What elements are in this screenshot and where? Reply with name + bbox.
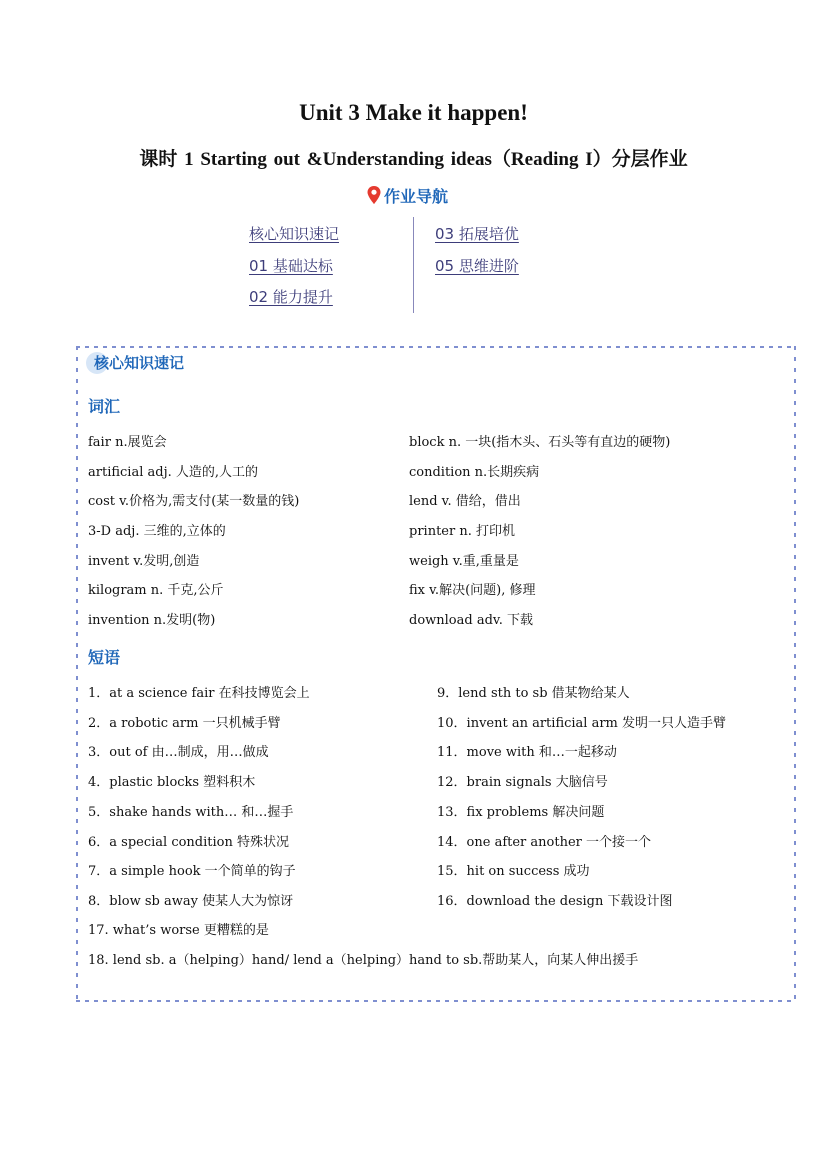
nav-heading-text: 作业导航	[384, 186, 449, 206]
nav-divider	[413, 217, 414, 313]
vocab-item: invent v.发明,创造	[88, 554, 200, 569]
vocab-item: invention n.发明(物)	[88, 613, 216, 628]
nav-link-core-knowledge[interactable]: 核心知识速记	[249, 225, 340, 243]
phrase-item: 3．out of 由…制成，用…做成	[88, 745, 269, 760]
vocab-item: fair n.展览会	[88, 435, 167, 450]
phrase-item: 9．lend sth to sb 借某物给某人	[437, 686, 630, 701]
phrase-item: 2．a robotic arm 一只机械手臂	[88, 716, 281, 731]
phrase-item: 16．download the design 下载设计图	[437, 894, 673, 909]
vocab-item: fix v.解决(问题), 修理	[409, 583, 536, 598]
nav-link-basic[interactable]: 01 基础达标	[249, 257, 333, 275]
nav-heading	[366, 183, 448, 207]
phrase-item: 6．a special condition 特殊状况	[88, 835, 289, 850]
vocab-item: printer n. 打印机	[409, 524, 515, 539]
vocab-item: weigh v.重,重量是	[409, 554, 519, 569]
phrase-heading: 短语	[88, 648, 121, 667]
phrase-item: 8．blow sb away 使某人大为惊讶	[88, 894, 294, 909]
phrase-item: 4．plastic blocks 塑料积木	[88, 775, 256, 790]
nav-link-ability[interactable]: 02 能力提升	[249, 288, 333, 306]
phrase-item: 15．hit on success 成功	[437, 864, 590, 879]
vocab-item: download adv. 下载	[409, 613, 533, 628]
phrase-item: 1．at a science fair 在科技博览会上	[88, 686, 310, 701]
page-subtitle: 课时 1 Starting out &Understanding ideas（Reading I）分层作业	[139, 149, 688, 170]
vocab-heading: 词汇	[88, 397, 121, 416]
phrase-item: 12．brain signals 大脑信号	[437, 775, 608, 790]
location-pin-icon	[366, 185, 382, 205]
phrase-item: 13．fix problems 解决问题	[437, 805, 605, 820]
nav-link-extension[interactable]: 03 拓展培优	[435, 225, 519, 243]
nav-link-thinking[interactable]: 05 思维进阶	[435, 257, 519, 275]
vocab-item: 3-D adj. 三维的,立体的	[88, 524, 226, 539]
vocab-item: lend v. 借给，借出	[409, 494, 521, 509]
phrase-item: 18. lend sb. a（helping）hand/ lend a（helping）hand to sb.帮助某人，向某人伸出援手	[88, 953, 639, 968]
vocab-item: condition n.长期疾病	[409, 465, 540, 480]
vocab-item: kilogram n. 千克,公斤	[88, 583, 224, 598]
phrase-item: 11．move with 和…一起移动	[437, 745, 617, 760]
vocab-item: cost v.价格为,需支付(某一数量的钱)	[88, 494, 300, 509]
phrase-item: 17. what’s worse 更糟糕的是	[88, 923, 269, 938]
vocab-item: block n. 一块(指木头、石头等有直边的硬物)	[409, 435, 671, 450]
vocab-item: artificial adj. 人造的,人工的	[88, 465, 258, 480]
phrase-item: 14．one after another 一个接一个	[437, 835, 651, 850]
phrase-item: 5．shake hands with… 和…握手	[88, 805, 294, 820]
phrase-item: 7．a simple hook 一个简单的钩子	[88, 864, 296, 879]
phrase-item: 10．invent an artificial arm 发明一只人造手臂	[437, 716, 727, 731]
section-badge-text: 核心知识速记	[94, 354, 185, 372]
section-badge	[84, 352, 184, 373]
page-title: Unit 3 Make it happen!	[299, 100, 528, 125]
